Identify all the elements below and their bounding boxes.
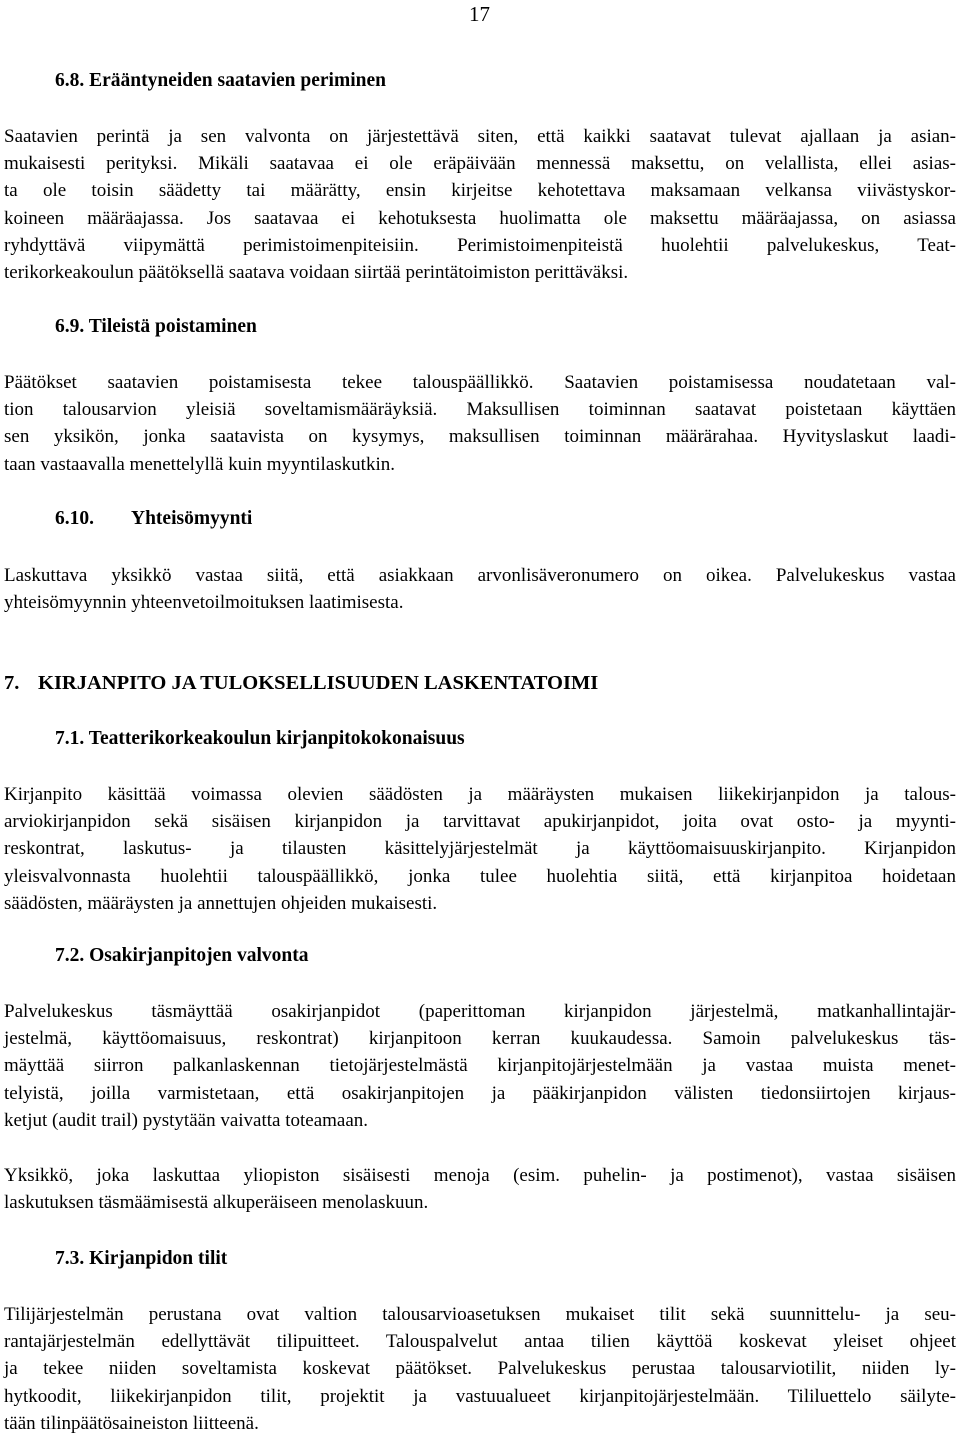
text-line: Laskuttava yksikkö vastaa siitä, että asiakkaan arvonlisäveronumero on oikea. Palvelukeskus vastaa — [4, 565, 956, 586]
text-line: Tilijärjestelmän perustana ovat valtion talousarvioasetuksen mukaiset tilit sekä suunnittelu- ja seu- — [4, 1304, 956, 1325]
text-line: koineen määräajassa. Jos saatavaa ei kehotuksesta huolimatta ole maksettu määräajassa, on asiassa — [4, 207, 956, 229]
section-7-2-paragraph-2 — [4, 1162, 956, 1216]
section-7-2-paragraph — [4, 998, 956, 1134]
section-title: Tileistä poistaminen — [88, 316, 257, 337]
text-line: mukaisesti perityksi. Mikäli saatavaa ei ole eräpäivään mennessä maksettu, on velallista, ellei asias- — [4, 153, 956, 175]
section-6-8-heading — [55, 70, 386, 92]
text-line: hytkoodit, liikekirjanpidon tilit, projektit ja vastuualueet kirjanpitojärjestelmään. Tililuettelo säilyte- — [4, 1385, 956, 1407]
page-number: 17 — [469, 2, 490, 26]
text-line: yleisvalvonnasta huolehtii talouspäällikkö, jonka tulee huolehtia siitä, että kirjanpitoa hoidetaan — [4, 865, 956, 887]
section-number: 6.9. — [55, 316, 85, 337]
section-title: Osakirjanpitojen valvonta — [89, 945, 309, 966]
text-line: arviokirjanpidon sekä sisäisen kirjanpidon ja tarvittavat apukirjanpidot, joita ovat osto- ja myynti- — [4, 811, 956, 833]
text-line: Palvelukeskus täsmäyttää osakirjanpidot (paperittoman kirjanpidon järjestelmä, matkanhallintajär- — [4, 1001, 956, 1022]
text-line: ryhdyttävä viipymättä perimistoimenpiteisiin. Perimistoimenpiteistä huolehtii palvelukeskus, Teat- — [4, 234, 956, 256]
text-line: laskutuksen täsmäämisestä alkuperäiseen menolaskuun. — [4, 1192, 429, 1214]
text-line: Päätökset saatavien poistamisesta tekee talouspäällikkö. Saatavien poistamisessa noudatetaan val- — [4, 372, 956, 393]
section-7-2-heading — [55, 945, 309, 967]
section-6-10-paragraph — [4, 562, 956, 616]
text-line: sen yksikön, jonka saatavista on kysymys, maksullisen toiminnan määrärahaa. Hyvityslaskut laadi- — [4, 426, 956, 448]
text-line: säädösten, määräysten ja annettujen ohjeiden mukaisesti. — [4, 892, 438, 914]
text-line: Saatavien perintä ja sen valvonta on järjestettävä siten, että kaikki saatavat tulevat ajallaan ja asian- — [4, 126, 956, 147]
text-line: ta ole toisin säädetty tai määrätty, ensin kirjeitse kehotettava maksamaan velkansa viivästyskor- — [4, 180, 956, 202]
section-6-8-paragraph — [4, 123, 956, 286]
section-6-9-paragraph — [4, 369, 956, 478]
text-line: tion talousarvion yleisiä soveltamismääräyksiä. Maksullisen toiminnan saatavat poistetaan käyttäen — [4, 399, 956, 421]
text-line: jestelmä, käyttöomaisuus, reskontrat) kirjanpitoon kerran kuukaudessa. Samoin palvelukeskus täs- — [4, 1028, 956, 1050]
text-line: terikorkeakoulun päätöksellä saatava voidaan siirtää perintätoimiston perittäväksi. — [4, 262, 629, 284]
text-line: Kirjanpito käsittää voimassa olevien säädösten ja määräysten mukaisen liikekirjanpidon ja talous- — [4, 784, 956, 805]
section-7-3-paragraph — [4, 1301, 956, 1437]
text-line: Yksikkö, joka laskuttaa yliopiston sisäisesti menoja (esim. puhelin- ja postimenot), vastaa sisäisen — [4, 1165, 956, 1186]
section-7-3-heading — [55, 1248, 227, 1270]
section-number: 7.2. — [55, 945, 85, 966]
section-title: Kirjanpidon tilit — [89, 1248, 228, 1269]
section-title: Yhteisömyynti — [131, 508, 253, 529]
section-number: 7.1. — [55, 728, 85, 749]
chapter-title: KIRJANPITO JA TULOKSELLISUUDEN LASKENTATOIMI — [38, 672, 599, 694]
text-line: taan vastaavalla menettelyllä kuin myyntilaskutkin. — [4, 453, 395, 475]
text-line: telyistä, joilla varmistetaan, että osakirjanpitojen ja pääkirjanpidon välisten tiedonsiirtojen kirjaus- — [4, 1082, 956, 1104]
section-7-1-paragraph — [4, 781, 956, 917]
section-title: Erääntyneiden saatavien periminen — [89, 70, 386, 91]
text-line: tään tilinpäätösaineiston liitteenä. — [4, 1412, 259, 1434]
section-6-9-heading — [55, 316, 257, 338]
text-line: ja tekee niiden soveltamista koskevat päätökset. Palvelukeskus perustaa talousarviotilit, niiden ly- — [4, 1358, 956, 1380]
section-number: 6.8. — [55, 70, 85, 91]
text-line: ketjut (audit trail) pystytään vaivatta toteamaan. — [4, 1109, 369, 1131]
text-line: rantajärjestelmän edellyttävät tilipuitteet. Talouspalvelut antaa tilien käyttöä koskevat yleiset ohjeet — [4, 1331, 956, 1353]
section-title: Teatterikorkeakoulun kirjanpitokokonaisuus — [88, 728, 465, 749]
section-number: 6.10. — [55, 508, 94, 529]
section-number: 7.3. — [55, 1248, 85, 1269]
text-line: reskontrat, laskutus- ja tilausten käsittelyjärjestelmät ja käyttöomaisuuskirjanpito. Kirjanpidon — [4, 838, 956, 860]
section-7-1-heading — [55, 728, 465, 750]
section-6-10-heading — [55, 508, 252, 530]
text-line: mäyttää siirron palkanlaskennan tietojärjestelmästä kirjanpitojärjestelmään ja vastaa muista menet- — [4, 1055, 956, 1077]
text-line: yhteisömyynnin yhteenvetoilmoituksen laatimisesta. — [4, 592, 404, 614]
chapter-7-heading — [4, 672, 598, 695]
chapter-number: 7. — [4, 672, 20, 694]
